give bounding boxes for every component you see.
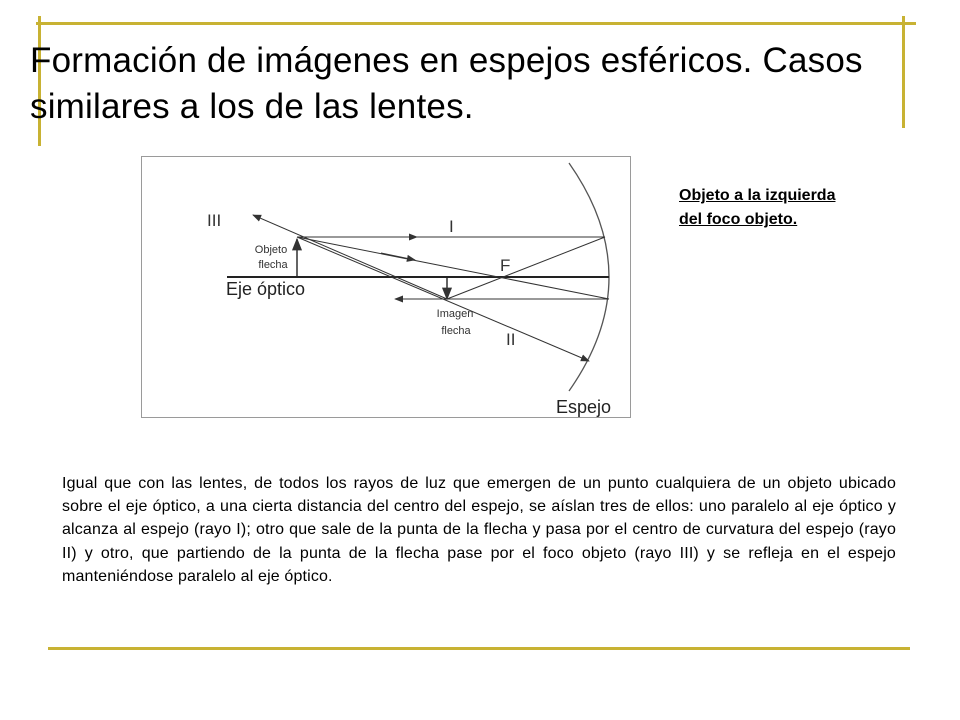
decorative-line-top <box>36 22 916 25</box>
ray-one-reflected <box>447 237 605 299</box>
caption-line-2: del foco objeto. <box>679 211 798 228</box>
page-title <box>30 38 920 130</box>
title-line-1: Formación de imágenes en espejos esféricos. Casos <box>30 41 863 80</box>
label-object-line-1: Objeto <box>254 244 288 256</box>
caption-line-1: Objeto a la izquierda <box>679 187 836 204</box>
label-object-line-2: flecha <box>258 259 288 271</box>
label-optical-axis: Eje óptico <box>226 279 306 299</box>
body-paragraph: Igual que con las lentes, de todos los rayos de luz que emergen de un punto cualquiera de un objeto ubicado sobre el eje óptico, a una cierta distancia del centro del espejo, se aíslan tres de ellos: uno paralelo al eje óptico y alcanza al espejo (rayo I); otro que sale de la punta de la flecha y pasa por el centro de curvatura del espejo (rayo II) y otro, que partiendo de la punta de la flecha pase por el foco objeto (rayo III) y se refleja en el espejo manteniéndose paralelo al eje óptico. <box>62 475 896 585</box>
decorative-line-bottom <box>48 647 910 650</box>
label-ray-one: I <box>449 217 454 236</box>
ray-three-incoming <box>297 237 609 299</box>
diagram-caption <box>679 184 909 232</box>
title-line-2: similares a los de las lentes. <box>30 87 474 126</box>
label-ray-three: III <box>207 211 222 230</box>
label-image-line-2: flecha <box>441 325 471 337</box>
label-image-line-1: Imagen <box>436 308 474 320</box>
ray-three-arrow <box>381 253 415 260</box>
mirror-ray-diagram <box>142 157 630 417</box>
label-ray-two: II <box>506 330 516 349</box>
label-mirror: Espejo <box>556 397 612 417</box>
diagram-frame <box>141 156 631 418</box>
label-focus: F <box>500 256 511 275</box>
